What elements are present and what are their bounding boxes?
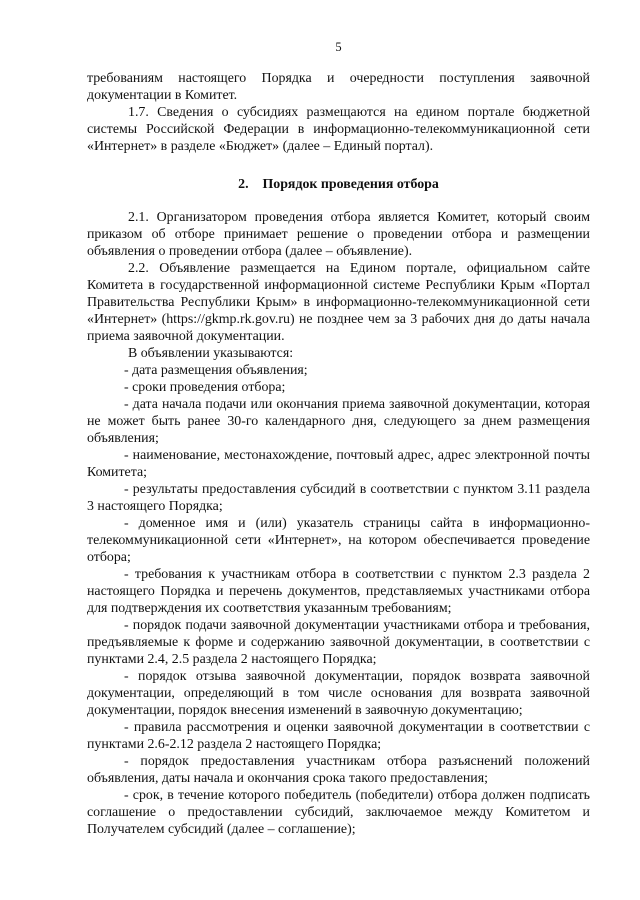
announcement-items-list bbox=[87, 362, 590, 838]
announcement-list-item: - срок, в течение которого победитель (победители) отбора должен подписать соглашение о предоставлении субсидий, заключаемое между Комитетом и Получателем субсидий (далее – соглашение); bbox=[87, 788, 590, 837]
section-2-heading-block bbox=[87, 176, 590, 193]
announcement-intro: В объявлении указываются: bbox=[128, 346, 294, 361]
section-heading: 2. Порядок проведения отбора bbox=[238, 177, 439, 192]
announcement-list-item: - порядок отзыва заявочной документации, порядок возврата заявочной документации, определяющий в том числе основания для возврата заявочной документации, порядок внесения изменений в заявочную документацию; bbox=[87, 669, 590, 718]
section-2-body bbox=[87, 209, 590, 838]
announcement-list-item: - наименование, местонахождение, почтовый адрес, адрес электронной почты Комитета; bbox=[87, 448, 590, 480]
page-number: 5 bbox=[335, 40, 342, 54]
announcement-list-item: - результаты предоставления субсидий в соответствии с пунктом 3.11 раздела 3 настоящего Порядка; bbox=[87, 482, 590, 514]
announcement-list-item: - сроки проведения отбора; bbox=[124, 380, 286, 395]
paragraph-2-1: 2.1. Организатором проведения отбора является Комитет, который своим приказом об отборе принимает решение о проведении отбора и размещении объявления о проведении отбора (далее – объявление). bbox=[87, 210, 590, 259]
paragraph-2-2: 2.2. Объявление размещается на Едином портале, официальном сайте Комитета в государственной информационной системе Республики Крым «Портал Правительства Республики Крым» в информационно-телекоммуникационной сети «Интернет» (https://gkmp.rk.gov.ru) не позднее чем за 3 рабочих дня до даты начала приема заявочной документации. bbox=[87, 261, 590, 344]
announcement-list-item: - доменное имя и (или) указатель страницы сайта в информационно-телекоммуникационной сети «Интернет», на котором обеспечивается проведение отбора; bbox=[87, 516, 590, 565]
announcement-list-item: - порядок предоставления участникам отбора разъяснений положений объявления, даты начала и окончания срока такого предоставления; bbox=[87, 754, 590, 786]
announcement-list-item: - дата размещения объявления; bbox=[124, 363, 308, 378]
announcement-list-item: - требования к участникам отбора в соответствии с пунктом 2.3 раздела 2 настоящего Порядка и перечень документов, представляемых участниками отбора для подтверждения их соответствия указанным требованиям; bbox=[87, 567, 590, 616]
paragraph-continuation: требованиям настоящего Порядка и очередности поступления заявочной документации в Комитет. bbox=[87, 71, 590, 103]
top-paragraphs bbox=[87, 70, 590, 155]
announcement-list-item: - правила рассмотрения и оценки заявочной документации в соответствии с пунктами 2.6-2.12 раздела 2 настоящего Порядка; bbox=[87, 720, 590, 752]
paragraph-1-7: 1.7. Сведения о субсидиях размещаются на едином портале бюджетной системы Российской Федерации в информационно-телекоммуникационной сети «Интернет» в разделе «Бюджет» (далее – Единый портал). bbox=[87, 105, 590, 154]
announcement-list-item: - порядок подачи заявочной документации участниками отбора и требования, предъявляемые к форме и содержанию заявочной документации, в соответствии с пунктами 2.4, 2.5 раздела 2 настоящего Порядка; bbox=[87, 618, 590, 667]
announcement-list-item: - дата начала подачи или окончания приема заявочной документации, которая не может быть ранее 30-го календарного дня, следующего за днем размещения объявления; bbox=[87, 397, 590, 446]
